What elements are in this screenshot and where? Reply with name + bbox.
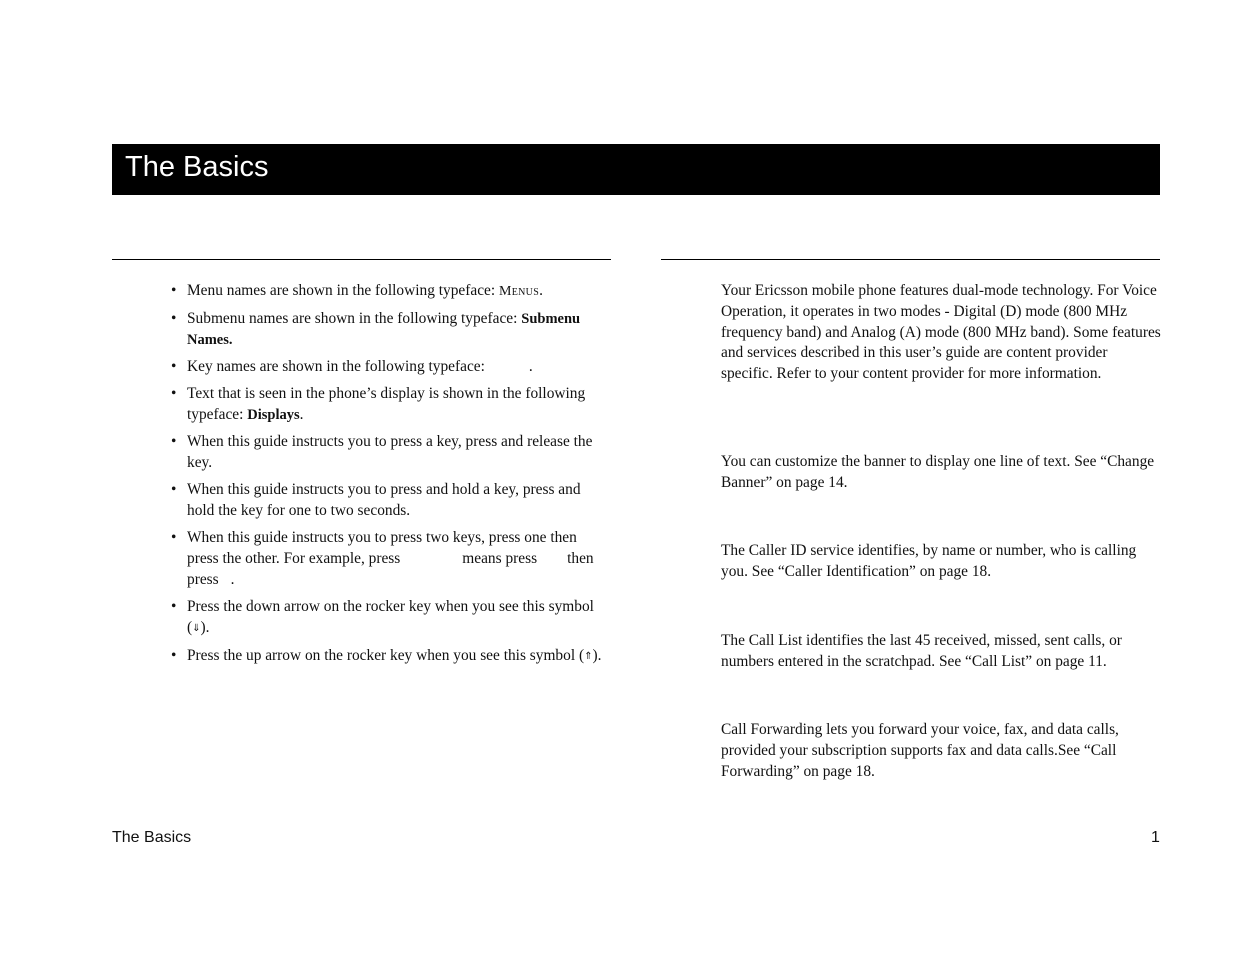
dual-mode-paragraph: Your Ericsson mobile phone features dual-mode technology. For Voice Operation, it operates in two modes - Digital (D) mode (800 MHz frequency band) and Analog (A) mode (800 MHz band). Some features and services described in this user’s guide are content provider specific. Refer to your content provider for more information.: [721, 282, 1161, 383]
caller-id-paragraph: The Caller ID service identifies, by name or number, who is calling you. See “Caller Identification” on page 18.: [721, 542, 1137, 580]
list-item: • Text that is seen in the phone’s display is shown in the following typeface: Displays.: [171, 385, 586, 424]
list-item: • Menu names are shown in the following typeface: Menus.: [171, 282, 543, 299]
list-item: • Press the up arrow on the rocker key when you see this symbol (⇑).: [171, 647, 602, 665]
right-divider: [661, 259, 1160, 260]
menu-typeface-sample: Menus: [499, 284, 540, 299]
chapter-title: The Basics: [125, 151, 269, 183]
list-item: • Submenu names are shown in the following typeface: Submenu Names.: [171, 310, 581, 348]
chapter-banner: [112, 144, 1160, 195]
call-forwarding-paragraph: Call Forwarding lets you forward your voice, fax, and data calls, provided your subscription supports fax and data calls.See “Call Forwarding” on page 18.: [721, 721, 1119, 780]
list-item: • When this guide instructs you to press two keys, press one then press the other. For example, press means press then press .: [171, 529, 594, 588]
footer-section-title: The Basics: [112, 829, 192, 846]
list-item: • Press the down arrow on the rocker key when you see this symbol (⇓).: [171, 598, 594, 636]
list-item: • Key names are shown in the following typeface: .: [171, 358, 533, 376]
up-arrow-icon: ⇑: [584, 651, 593, 663]
list-item: • When this guide instructs you to press a key, press and release the key.: [171, 433, 593, 472]
submenu-typeface-sample: Submenu Names.: [187, 311, 581, 348]
down-arrow-icon: ⇓: [192, 622, 201, 634]
conventions-list: [168, 281, 611, 674]
left-divider: [112, 259, 611, 260]
page-number: 1: [1151, 829, 1160, 846]
list-item: • When this guide instructs you to press and hold a key, press and hold the key for one to two seconds.: [171, 481, 581, 520]
call-list-paragraph: The Call List identifies the last 45 received, missed, sent calls, or numbers entered in the scratchpad. See “Call List” on page 11.: [721, 632, 1122, 670]
display-typeface-sample: Displays: [247, 407, 300, 424]
banner-paragraph: You can customize the banner to display one line of text. See “Change Banner” on page 14.: [721, 453, 1155, 491]
